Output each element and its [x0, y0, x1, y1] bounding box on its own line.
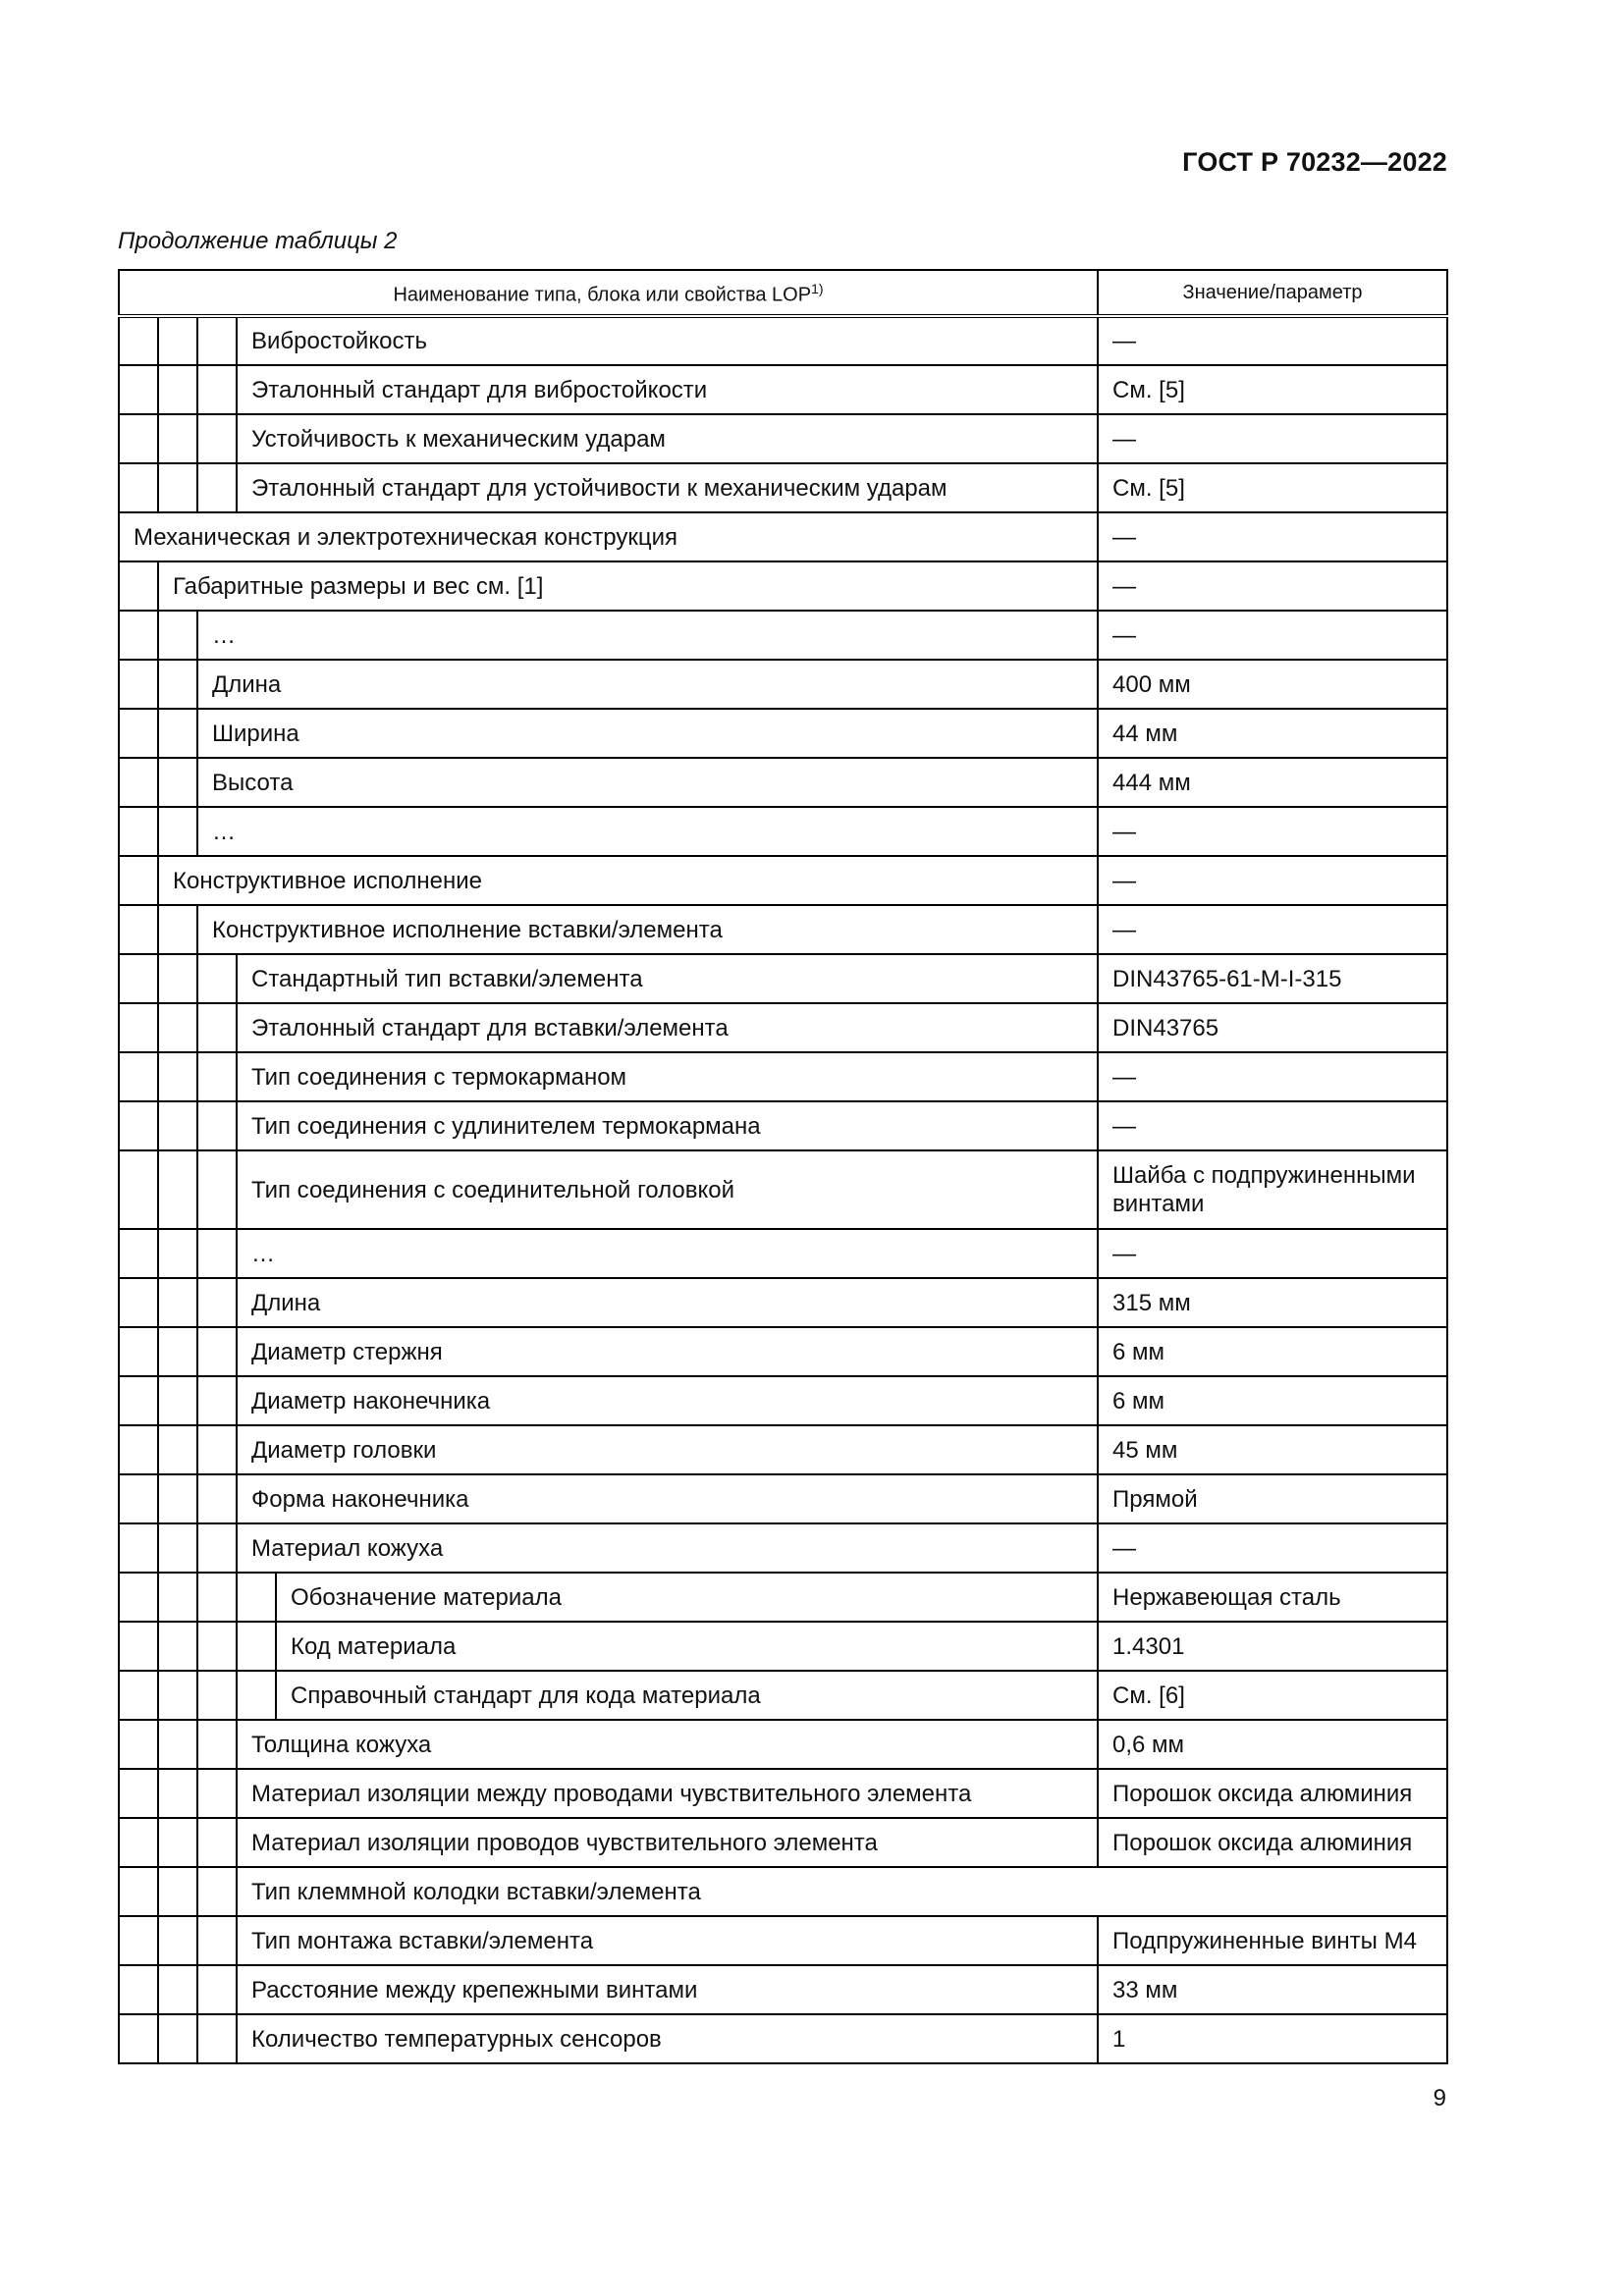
row-value-cell: Порошок оксида алюминия	[1098, 1818, 1447, 1867]
row-value-cell: 0,6 мм	[1098, 1720, 1447, 1769]
table-row	[119, 1818, 1447, 1867]
indent-cell	[119, 709, 158, 758]
indent-cell	[158, 1573, 197, 1622]
table-row	[119, 1376, 1447, 1425]
row-name-cell: Материал кожуха	[237, 1523, 1098, 1573]
table-row	[119, 1769, 1447, 1818]
table-row	[119, 611, 1447, 660]
indent-cell	[197, 316, 237, 365]
indent-cell	[119, 758, 158, 807]
indent-cell	[158, 1818, 197, 1867]
row-value-cell: —	[1098, 611, 1447, 660]
indent-cell	[158, 1720, 197, 1769]
indent-cell	[158, 1327, 197, 1376]
row-name-cell: Форма наконечника	[237, 1474, 1098, 1523]
row-value-cell: 315 мм	[1098, 1278, 1447, 1327]
indent-cell	[197, 1867, 237, 1916]
row-name-cell: Диаметр головки	[237, 1425, 1098, 1474]
indent-cell	[158, 1523, 197, 1573]
table-row	[119, 365, 1447, 414]
indent-cell	[158, 1278, 197, 1327]
row-name-cell: Эталонный стандарт для вибростойкости	[237, 365, 1098, 414]
table-row	[119, 1052, 1447, 1101]
row-value-cell: См. [5]	[1098, 463, 1447, 512]
row-value-cell: —	[1098, 512, 1447, 561]
indent-cell	[197, 1150, 237, 1229]
indent-cell	[119, 1818, 158, 1867]
row-name-cell: Эталонный стандарт для вставки/элемента	[237, 1003, 1098, 1052]
table-row	[119, 1474, 1447, 1523]
indent-cell	[158, 954, 197, 1003]
row-value-cell: —	[1098, 1523, 1447, 1573]
indent-cell	[158, 1052, 197, 1101]
indent-cell	[119, 1573, 158, 1622]
row-name-cell: Расстояние между крепежными винтами	[237, 1965, 1098, 2014]
row-name-cell: Стандартный тип вставки/элемента	[237, 954, 1098, 1003]
row-name-cell: …	[237, 1229, 1098, 1278]
table-row	[119, 1150, 1447, 1229]
row-name-cell: …	[197, 807, 1098, 856]
row-name-cell: Конструктивное исполнение вставки/элемента	[197, 905, 1098, 954]
indent-cell	[119, 807, 158, 856]
row-value-cell: —	[1098, 1052, 1447, 1101]
indent-cell	[119, 1720, 158, 1769]
row-value-cell: —	[1098, 1229, 1447, 1278]
row-name-cell: Справочный стандарт для кода материала	[276, 1671, 1098, 1720]
indent-cell	[197, 1769, 237, 1818]
indent-cell	[119, 365, 158, 414]
row-value-cell: Нержавеющая сталь	[1098, 1573, 1447, 1622]
row-value-cell: Шайба с подпружиненными винтами	[1098, 1150, 1447, 1229]
row-value-cell: —	[1098, 905, 1447, 954]
indent-cell	[197, 2014, 237, 2063]
row-value-cell: См. [6]	[1098, 1671, 1447, 1720]
value-column-header: Значение/параметр	[1098, 270, 1447, 316]
indent-cell	[197, 1278, 237, 1327]
indent-cell	[119, 660, 158, 709]
table-row	[119, 1278, 1447, 1327]
row-name-cell: Габаритные размеры и вес см. [1]	[158, 561, 1098, 611]
row-name-cell: Код материала	[276, 1622, 1098, 1671]
indent-cell	[158, 1425, 197, 1474]
indent-cell	[197, 1573, 237, 1622]
row-name-cell: Толщина кожуха	[237, 1720, 1098, 1769]
table-row	[119, 905, 1447, 954]
row-value-cell: 6 мм	[1098, 1376, 1447, 1425]
indent-cell	[119, 1229, 158, 1278]
indent-cell	[119, 1523, 158, 1573]
indent-cell	[119, 1474, 158, 1523]
row-name-cell: Длина	[237, 1278, 1098, 1327]
row-name-cell: Тип монтажа вставки/элемента	[237, 1916, 1098, 1965]
indent-cell	[119, 1769, 158, 1818]
table-row	[119, 856, 1447, 905]
indent-cell	[119, 1150, 158, 1229]
row-value-cell: 1.4301	[1098, 1622, 1447, 1671]
indent-cell	[119, 414, 158, 463]
table-row	[119, 1425, 1447, 1474]
table-row	[119, 758, 1447, 807]
row-name-cell: Длина	[197, 660, 1098, 709]
indent-cell	[197, 1229, 237, 1278]
row-value-cell: Прямой	[1098, 1474, 1447, 1523]
indent-cell	[119, 905, 158, 954]
table-row	[119, 1720, 1447, 1769]
table-header-row	[119, 270, 1447, 316]
row-name-cell: Ширина	[197, 709, 1098, 758]
indent-cell	[237, 1622, 276, 1671]
indent-cell	[197, 1916, 237, 1965]
indent-cell	[158, 709, 197, 758]
indent-cell	[158, 1671, 197, 1720]
table-row	[119, 512, 1447, 561]
row-value-cell: DIN43765	[1098, 1003, 1447, 1052]
indent-cell	[158, 1376, 197, 1425]
table-row	[119, 1101, 1447, 1150]
indent-cell	[119, 856, 158, 905]
indent-cell	[119, 1671, 158, 1720]
footnote-marker: 1)	[811, 281, 824, 297]
indent-cell	[197, 1965, 237, 2014]
table-row	[119, 709, 1447, 758]
table-row	[119, 463, 1447, 512]
indent-cell	[119, 1965, 158, 2014]
row-value-cell: 400 мм	[1098, 660, 1447, 709]
indent-cell	[158, 1916, 197, 1965]
table-row	[119, 1523, 1447, 1573]
row-value-cell: —	[1098, 316, 1447, 365]
row-name-cell: Конструктивное исполнение	[158, 856, 1098, 905]
indent-cell	[197, 1523, 237, 1573]
indent-cell	[119, 1327, 158, 1376]
indent-cell	[197, 954, 237, 1003]
indent-cell	[197, 365, 237, 414]
row-value-cell: 45 мм	[1098, 1425, 1447, 1474]
row-name-cell: Материал изоляции между проводами чувствительного элемента	[237, 1769, 1098, 1818]
indent-cell	[158, 1101, 197, 1150]
name-column-header-text: Наименование типа, блока или свойства LOP	[393, 284, 812, 306]
row-value-cell: 6 мм	[1098, 1327, 1447, 1376]
indent-cell	[119, 316, 158, 365]
indent-cell	[158, 463, 197, 512]
indent-cell	[197, 463, 237, 512]
row-name-cell: Обозначение материала	[276, 1573, 1098, 1622]
indent-cell	[197, 1474, 237, 1523]
row-value-cell: —	[1098, 561, 1447, 611]
row-name-cell: …	[197, 611, 1098, 660]
row-name-cell: Тип клеммной колодки вставки/элемента	[237, 1867, 1447, 1916]
indent-cell	[158, 660, 197, 709]
document-code: ГОСТ Р 70232—2022	[1182, 147, 1447, 177]
indent-cell	[119, 954, 158, 1003]
indent-cell	[158, 905, 197, 954]
row-name-cell: Эталонный стандарт для устойчивости к механическим ударам	[237, 463, 1098, 512]
row-name-cell: Механическая и электротехническая конструкция	[119, 512, 1098, 561]
indent-cell	[119, 463, 158, 512]
indent-cell	[119, 1052, 158, 1101]
indent-cell	[119, 561, 158, 611]
indent-cell	[197, 1003, 237, 1052]
table-row	[119, 316, 1447, 365]
indent-cell	[197, 1671, 237, 1720]
table-caption: Продолжение таблицы 2	[118, 228, 398, 254]
row-name-cell: Устойчивость к механическим ударам	[237, 414, 1098, 463]
row-name-cell: Тип соединения с соединительной головкой	[237, 1150, 1098, 1229]
row-value-cell: 44 мм	[1098, 709, 1447, 758]
row-value-cell: 1	[1098, 2014, 1447, 2063]
indent-cell	[237, 1573, 276, 1622]
indent-cell	[158, 2014, 197, 2063]
indent-cell	[197, 1818, 237, 1867]
indent-cell	[119, 1376, 158, 1425]
row-name-cell: Диаметр стержня	[237, 1327, 1098, 1376]
indent-cell	[119, 1101, 158, 1150]
indent-cell	[158, 1229, 197, 1278]
row-value-cell: 33 мм	[1098, 1965, 1447, 2014]
indent-cell	[158, 1003, 197, 1052]
indent-cell	[158, 414, 197, 463]
table-row	[119, 2014, 1447, 2063]
table-row	[119, 660, 1447, 709]
row-name-cell: Высота	[197, 758, 1098, 807]
indent-cell	[158, 1622, 197, 1671]
indent-cell	[158, 1867, 197, 1916]
indent-cell	[197, 1376, 237, 1425]
indent-cell	[158, 611, 197, 660]
spec-table	[118, 269, 1448, 2064]
row-value-cell: Подпружиненные винты М4	[1098, 1916, 1447, 1965]
indent-cell	[237, 1671, 276, 1720]
row-name-cell: Количество температурных сенсоров	[237, 2014, 1098, 2063]
indent-cell	[119, 1278, 158, 1327]
table-row	[119, 1867, 1447, 1916]
indent-cell	[119, 1916, 158, 1965]
indent-cell	[158, 1965, 197, 2014]
name-column-header	[119, 270, 1098, 316]
indent-cell	[158, 1150, 197, 1229]
row-value-cell: DIN43765-61-M-I-315	[1098, 954, 1447, 1003]
indent-cell	[158, 1474, 197, 1523]
indent-cell	[158, 365, 197, 414]
table-row	[119, 807, 1447, 856]
indent-cell	[119, 2014, 158, 2063]
indent-cell	[197, 1101, 237, 1150]
table-row	[119, 561, 1447, 611]
indent-cell	[119, 1622, 158, 1671]
indent-cell	[119, 611, 158, 660]
indent-cell	[158, 758, 197, 807]
table-row	[119, 1965, 1447, 2014]
row-value-cell: —	[1098, 414, 1447, 463]
row-name-cell: Тип соединения с удлинителем термокармана	[237, 1101, 1098, 1150]
indent-cell	[158, 316, 197, 365]
table-row	[119, 1573, 1447, 1622]
indent-cell	[197, 414, 237, 463]
table-row	[119, 414, 1447, 463]
indent-cell	[197, 1052, 237, 1101]
row-name-cell: Тип соединения с термокарманом	[237, 1052, 1098, 1101]
indent-cell	[197, 1327, 237, 1376]
indent-cell	[197, 1720, 237, 1769]
table-row	[119, 1622, 1447, 1671]
indent-cell	[158, 1769, 197, 1818]
table-row	[119, 1916, 1447, 1965]
table-row	[119, 1229, 1447, 1278]
row-value-cell: —	[1098, 856, 1447, 905]
indent-cell	[119, 1867, 158, 1916]
indent-cell	[197, 1425, 237, 1474]
table-row	[119, 1003, 1447, 1052]
row-value-cell: 444 мм	[1098, 758, 1447, 807]
row-value-cell: —	[1098, 1101, 1447, 1150]
table-row	[119, 954, 1447, 1003]
row-name-cell: Материал изоляции проводов чувствительного элемента	[237, 1818, 1098, 1867]
page-number: 9	[1433, 2085, 1446, 2111]
indent-cell	[119, 1425, 158, 1474]
row-name-cell: Диаметр наконечника	[237, 1376, 1098, 1425]
indent-cell	[158, 807, 197, 856]
row-name-cell: Вибростойкость	[237, 316, 1098, 365]
indent-cell	[197, 1622, 237, 1671]
row-value-cell: См. [5]	[1098, 365, 1447, 414]
indent-cell	[119, 1003, 158, 1052]
row-value-cell: —	[1098, 807, 1447, 856]
row-value-cell: Порошок оксида алюминия	[1098, 1769, 1447, 1818]
table-row	[119, 1671, 1447, 1720]
table-row	[119, 1327, 1447, 1376]
